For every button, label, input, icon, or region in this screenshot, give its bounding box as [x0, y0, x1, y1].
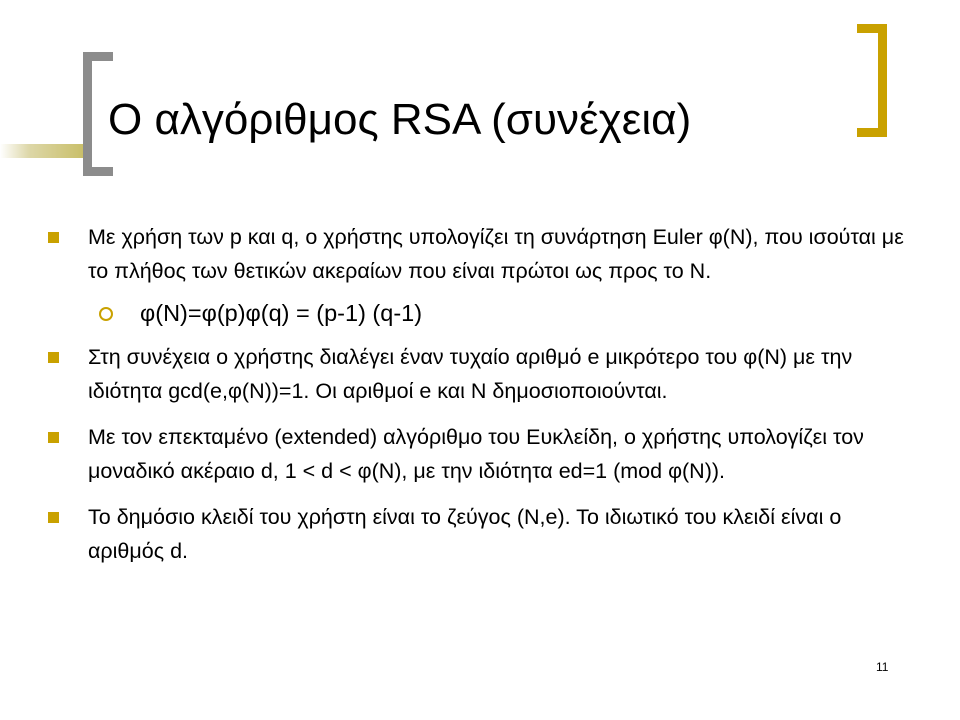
- bullet-item: [44, 420, 914, 488]
- right-bracket-top: [857, 24, 887, 33]
- bullet-item: [44, 340, 914, 408]
- left-bracket-decoration: [83, 52, 92, 176]
- bullet-text: Με τον επεκταμένο (extended) αλγόριθμο του Ευκλείδη, ο χρήστης υπολογίζει τον μοναδικό ακέραιο d, 1 < d < φ(N), με την ιδιότητα ed=1 (mod φ(N)).: [88, 425, 864, 483]
- square-bullet-icon: [48, 432, 59, 443]
- formula-text: φ(N)=φ(p)φ(q) = (p-1) (q-1): [140, 300, 423, 326]
- title-accent-band: [0, 144, 83, 158]
- left-bracket-top: [83, 52, 113, 61]
- bullet-item: [44, 220, 914, 288]
- right-bracket-decoration: [878, 24, 887, 137]
- ring-bullet-icon: [99, 307, 113, 321]
- square-bullet-icon: [48, 232, 59, 243]
- bullet-text: Το δημόσιο κλειδί του χρήστη είναι το ζεύγος (N,e). Το ιδιωτικό του κλειδί είναι ο αριθμός d.: [88, 505, 842, 563]
- page-number: 11: [876, 660, 889, 674]
- bullet-text: Στη συνέχεια ο χρήστης διαλέγει έναν τυχαίο αριθμό e μικρότερο του φ(N) με την ιδιότητα gcd(e,φ(N))=1. Οι αριθμοί e και N δημοσιοποιούνται.: [88, 345, 853, 403]
- bullet-item: [44, 500, 914, 568]
- bullet-text: Με χρήση των p και q, ο χρήστης υπολογίζει τη συνάρτηση Euler φ(N), που ισούται με το πλήθος των θετικών ακεραίων που είναι πρώτοι ως προς το N.: [88, 225, 904, 283]
- left-bracket-bottom: [83, 167, 113, 176]
- bullet-list: [44, 220, 914, 580]
- slide-title: Ο αλγόριθμος RSA (συνέχεια): [108, 95, 692, 144]
- square-bullet-icon: [48, 352, 59, 363]
- square-bullet-icon: [48, 512, 59, 523]
- sub-bullet-item: [44, 296, 914, 330]
